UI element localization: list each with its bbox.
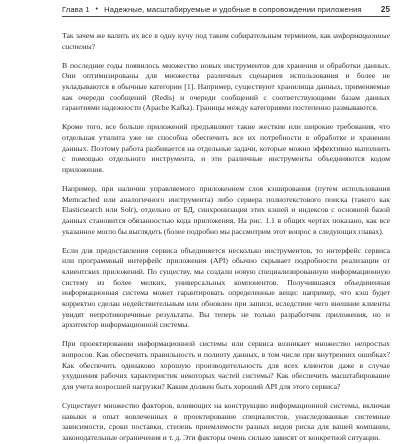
page-body [62,31,390,444]
paragraph-7: Существует множество факторов, влияющих на конструкцию информационной системы, включая навыки и опыт вовлеченных в проектирование специалистов, унаследованные системные зависимости, сроки поставки, степень приемлемости разных видов риска для вашей компании, законодательные ограничения и т. д. Эти факторы очень сильно зависят от конкретной ситуации. [62,401,390,442]
chapter-title: Надежные, масштабируемые и удобные в сопровождении приложения [104,4,362,14]
paragraph-4: Например, при наличии управляемого приложением слоя кэширования (путем использования Memcached или аналогичного инструмента) либо сервера полнотекстового поиска (такого как Elasticsearch или Solr), отдельно от БД, синхронизация этих кэшей и индексов с основной базой данных становится обязанностью кода приложения. На рис. 1.1 в общих чертах показано, как все указанное могло бы выглядеть (более подробно мы рассмотрим этот вопрос в следующих главах). [62,184,390,236]
chapter-label: Глава 1 [62,4,90,14]
running-header [62,2,390,17]
paragraph-6: При проектировании информационной системы или сервиса возникает множество непростых вопросов. Как обеспечить правильность и полноту данных, в том числе при внутренних ошибках? Как обеспечить одинаково хорошую производительность для всех клиентов даже в случае ухудшения рабочих характеристик некоторых частей системы? Как обеспечить масштабирование для учета возросшей нагрузки? Каким должен быть хороший API для этого сервиса? [62,339,390,391]
paragraph-2: В последние годы появилось множество новых инструментов для хранения и обработки данных. Они оптимизированы для множества различных сценариев использования и более не укладываются в обычные категории [1]. Например, существуют хранилища данных, применяемые как очереди сообщений (Redis) и очереди сообщений с соответствующими базам данных гарантиями надежности (Apache Kafka). Границы между категориями постепенно размываются. [62,60,390,113]
paragraph-5: Если для предоставления сервиса объединяется несколько инструментов, то интерфейс сервиса или программный интерфейс приложения (API) обычно скрывает подробности реализации от клиентских приложений. По существу, мы создали новую специализированную информационную систему из более мелких, универсальных компонентов. Получившаяся объединенная информационная система может гарантировать определенные вещи: например, что кэш будет корректно сделан недействительным или обновлен при записи, вследствие чего внешние клиенты увидят непротиворечивые результаты. Вы теперь не только разработчик приложения, но и архитектор информационной системы. [62,245,390,330]
header-bullet: • [95,5,99,13]
paragraph-1: Так зачем же валить их все в одну кучу под таким собирательным термином, как информационные системы? [62,31,390,51]
page-number: 25 [380,4,390,14]
paragraph-3: Кроме того, все больше приложений предъявляют такие жесткие или широкие требования, что отдельная утилита уже не способна обеспечить все их потребности в обработке и хранении данных. Поэтому работа разбивается на отдельные задачи, которые можно эффективно выполнить с помощью отдельного инструмента, и эти различные инструменты объединяются кодом приложения. [62,122,390,174]
emphasized-term: информационные системы [62,31,390,51]
